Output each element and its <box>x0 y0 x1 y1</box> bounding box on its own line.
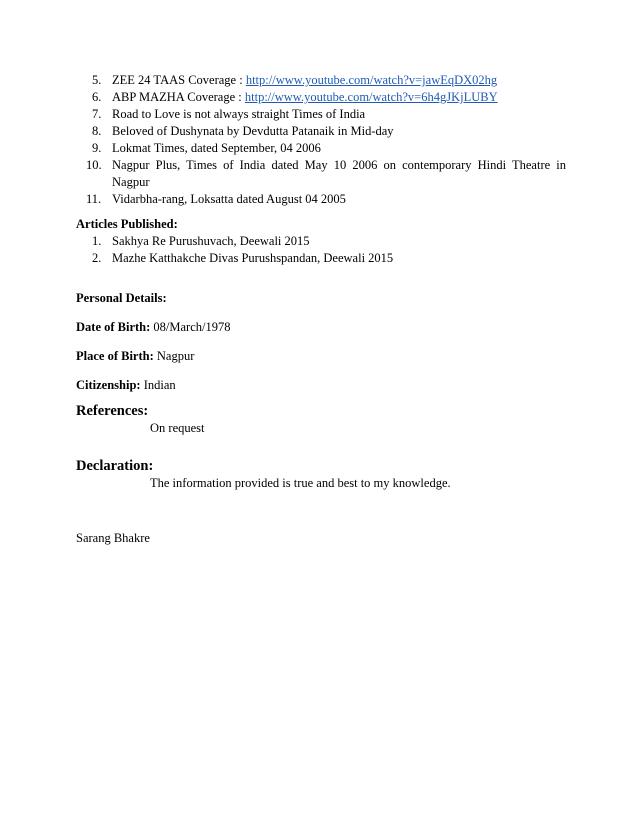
place-of-birth-value: Nagpur <box>156 349 195 363</box>
personal-details-heading: Personal Details: <box>76 291 167 305</box>
youtube-link-zee24taas[interactable]: http://www.youtube.com/watch?v=jawEqDX02hg <box>245 73 498 87</box>
list-item <box>76 233 566 250</box>
list-number: 9. <box>92 141 102 155</box>
articles-heading: Articles Published: <box>76 217 178 231</box>
list-item-text: Beloved of Dushynata by Devdutta Patanaik in Mid-day <box>112 124 394 138</box>
list-number: 2. <box>92 251 102 265</box>
references-heading: References: <box>76 403 149 419</box>
place-of-birth-label: Place of Birth: <box>76 349 154 363</box>
list-number: 1. <box>92 234 102 248</box>
list-item <box>76 123 566 140</box>
list-number: 10. <box>86 158 102 172</box>
list-number: 8. <box>92 124 102 138</box>
list-item-text: ZEE 24 TAAS Coverage : <box>112 73 246 87</box>
declaration-text: The information provided is true and best to my knowledge. <box>150 476 451 490</box>
citizenship-line <box>76 377 176 394</box>
citizenship-label: Citizenship: <box>76 378 141 392</box>
references-section <box>76 402 205 437</box>
list-item <box>76 157 566 191</box>
signature-name: Sarang Bhakre <box>76 531 150 545</box>
list-item-text: Road to Love is not always straight Times of India <box>112 107 366 121</box>
list-item-text: Mazhe Katthakche Divas Purushspandan, Deewali 2015 <box>112 251 394 265</box>
list-item <box>76 106 566 123</box>
media-coverage-list <box>76 72 566 208</box>
list-item-text: Sakhya Re Purushuvach, Deewali 2015 <box>112 234 310 248</box>
list-item-text: Nagpur Plus, Times of India dated May 10 2006 on contemporary Hindi Theatre in Nagpur <box>112 158 566 189</box>
list-number: 11. <box>86 192 102 206</box>
list-item-text: Lokmat Times, dated September, 04 2006 <box>112 141 321 155</box>
list-item <box>76 140 566 157</box>
list-item <box>76 89 566 106</box>
place-of-birth-line <box>76 348 194 365</box>
date-of-birth-label: Date of Birth: <box>76 320 151 334</box>
articles-section <box>76 216 566 267</box>
youtube-link-abpmazha[interactable]: http://www.youtube.com/watch?v=6h4gJKjLUBY <box>244 90 498 104</box>
declaration-heading: Declaration: <box>76 458 154 474</box>
date-of-birth-line <box>76 319 231 336</box>
list-number: 6. <box>92 90 102 104</box>
list-item <box>76 250 566 267</box>
list-number: 5. <box>92 73 102 87</box>
list-item <box>76 191 566 208</box>
list-number: 7. <box>92 107 102 121</box>
list-item-text: ABP MAZHA Coverage : <box>112 90 245 104</box>
list-item <box>76 72 566 89</box>
references-text: On request <box>150 421 205 435</box>
citizenship-value: Indian <box>143 378 176 392</box>
date-of-birth-value: 08/March/1978 <box>153 320 231 334</box>
list-item-text: Vidarbha-rang, Loksatta dated August 04 2005 <box>112 192 346 206</box>
declaration-section <box>76 457 451 492</box>
